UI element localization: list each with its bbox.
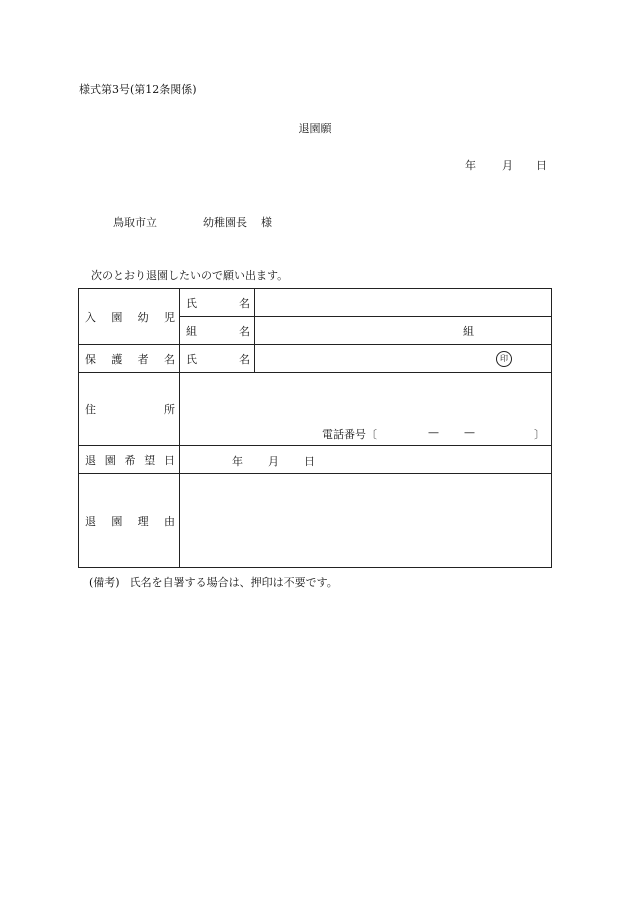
- date-year-label: 年: [465, 159, 476, 172]
- phone-dash-1: —: [428, 426, 439, 439]
- addressee: [113, 214, 272, 230]
- guardian-label-cell: 保 護 者 名: [79, 345, 180, 373]
- class-field[interactable]: [255, 317, 552, 345]
- desired-date-label-cell: 退 園 希 望 日: [79, 446, 180, 474]
- desired-date-field[interactable]: [180, 446, 552, 474]
- withdrawal-form-table: [78, 288, 552, 568]
- remarks-label: (備考): [89, 576, 120, 589]
- class-label-cell: 組 名: [180, 317, 255, 345]
- remarks: [89, 574, 338, 590]
- phone-close-bracket: 〕: [534, 428, 545, 441]
- addressee-city: 鳥取市立: [113, 216, 157, 229]
- form-number: 様式第3号(第12条関係): [79, 83, 197, 96]
- guardian-name-label-cell: 氏 名: [180, 345, 255, 373]
- document-title: 退園願: [298, 122, 332, 135]
- address-field[interactable]: [180, 373, 552, 446]
- reason-label-cell: 退 園 理 由: [79, 474, 180, 568]
- addressee-org: 幼稚園長: [203, 216, 247, 229]
- intro-text: 次のとおり退園したいので願い出ます。: [91, 269, 289, 282]
- addressee-honorific: 様: [261, 216, 272, 229]
- date-day-label: 日: [536, 159, 547, 172]
- reason-field[interactable]: [180, 474, 552, 568]
- class-suffix: 組: [463, 324, 474, 338]
- date-month-label: 月: [502, 159, 513, 172]
- guardian-name-field[interactable]: [255, 345, 552, 373]
- seal-mark: 印: [496, 351, 512, 367]
- child-label-cell: 入 園 幼 児: [79, 289, 180, 345]
- address-label-cell: 住 所: [79, 373, 180, 446]
- child-name-field[interactable]: [255, 289, 552, 317]
- phone-dash-2: —: [464, 426, 475, 439]
- desired-day-label: 日: [304, 454, 315, 468]
- phone-label: 電話番号〔: [322, 428, 377, 441]
- child-name-label-cell: 氏 名: [180, 289, 255, 317]
- remarks-text: 氏名を自署する場合は、押印は不要です。: [129, 576, 338, 589]
- desired-year-label: 年: [232, 454, 243, 468]
- desired-month-label: 月: [268, 454, 279, 468]
